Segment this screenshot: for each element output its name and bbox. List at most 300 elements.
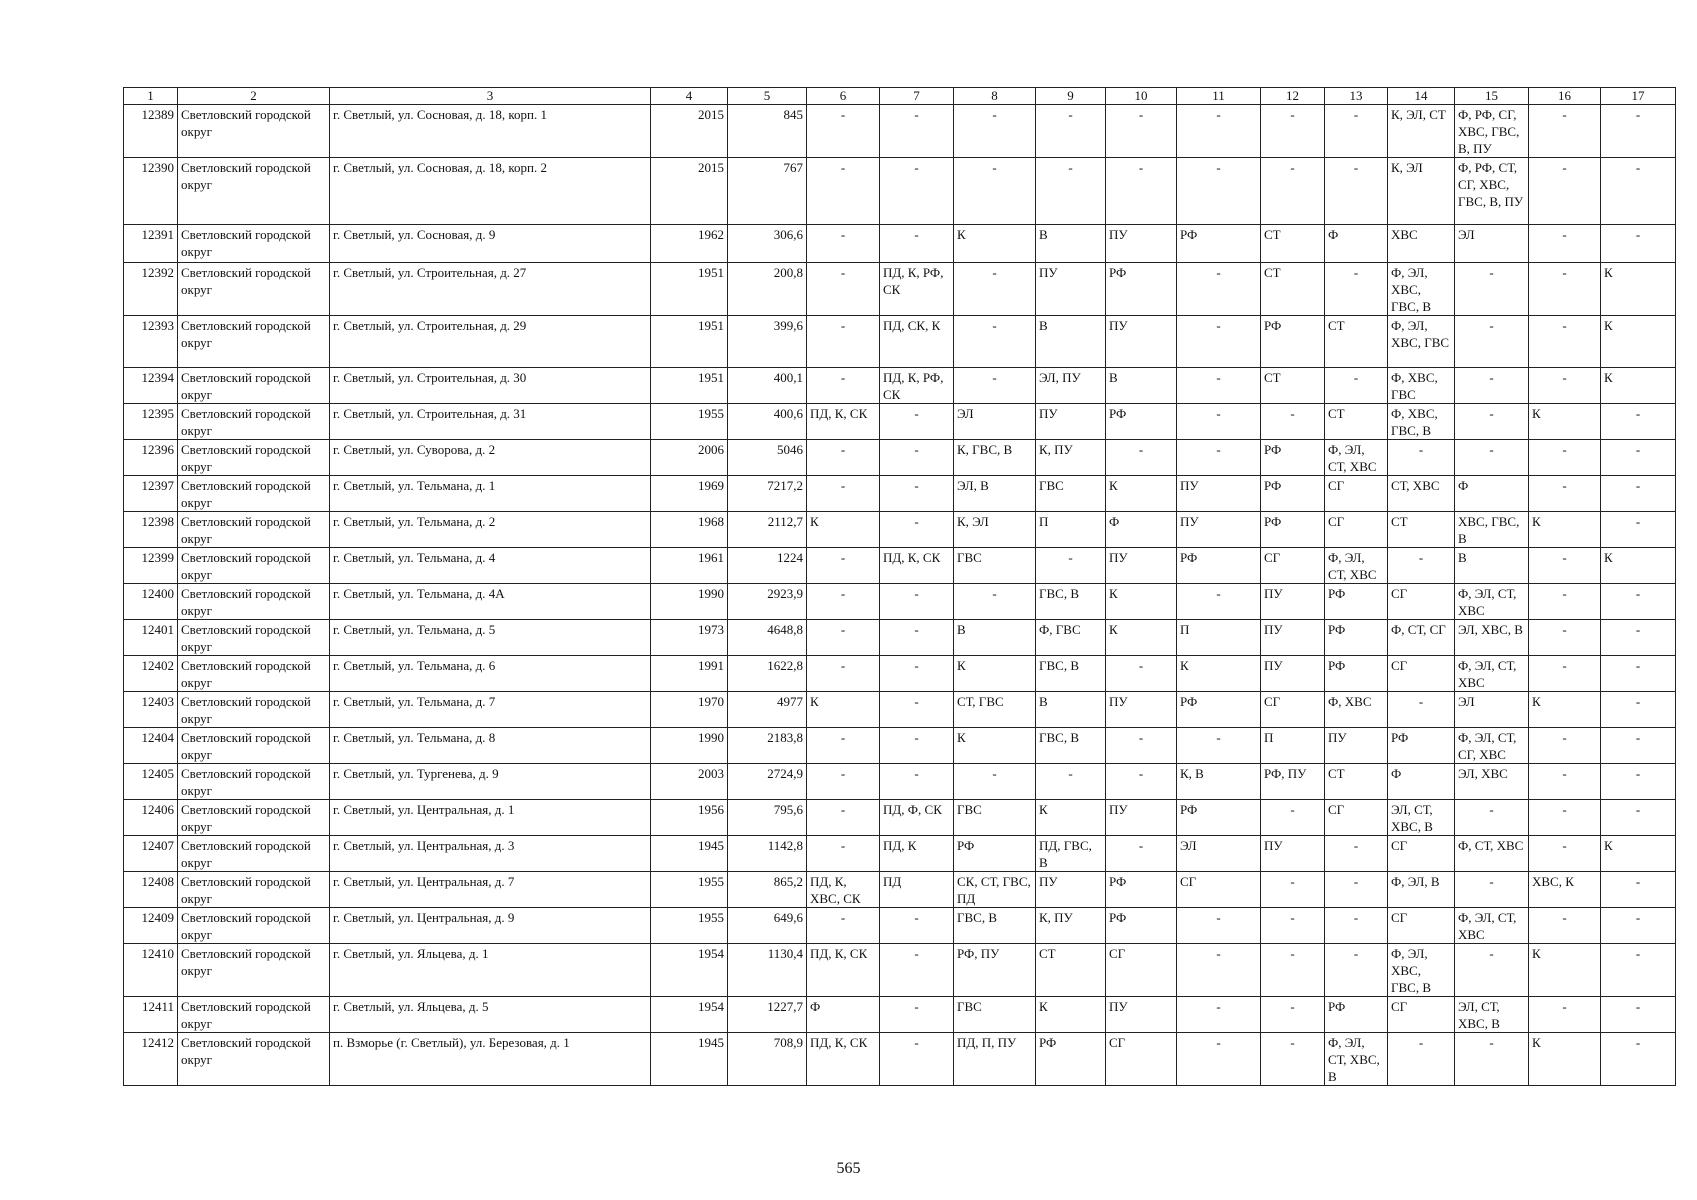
cell-col-15: - (1455, 263, 1529, 316)
cell-col-15: Ф, ЭЛ, СТ, ХВС (1455, 656, 1529, 692)
cell-col-14: СГ (1388, 908, 1455, 944)
cell-col-15: - (1455, 1033, 1529, 1086)
cell-col-6: Ф (807, 997, 880, 1033)
cell-col-3: г. Светлый, ул. Суворова, д. 2 (330, 440, 651, 476)
cell-col-9: ГВС, В (1036, 656, 1106, 692)
cell-col-12: РФ, ПУ (1261, 764, 1325, 800)
cell-col-17: - (1601, 944, 1676, 997)
cell-col-15: - (1455, 800, 1529, 836)
cell-col-16: - (1529, 728, 1601, 764)
table-body (124, 105, 1676, 1086)
cell-col-5: 2923,9 (728, 584, 807, 620)
cell-col-16: - (1529, 584, 1601, 620)
cell-col-16: К (1529, 944, 1601, 997)
cell-col-5: 1622,8 (728, 656, 807, 692)
cell-col-13: Ф, ЭЛ, СТ, ХВС, В (1325, 1033, 1388, 1086)
cell-col-4: 2015 (651, 105, 728, 158)
cell-col-16: - (1529, 316, 1601, 368)
cell-col-12: СГ (1261, 548, 1325, 584)
cell-col-10: ПУ (1106, 800, 1177, 836)
cell-col-10: РФ (1106, 908, 1177, 944)
cell-col-6: - (807, 728, 880, 764)
cell-col-9: К, ПУ (1036, 908, 1106, 944)
cell-col-16: - (1529, 656, 1601, 692)
cell-col-4: 1955 (651, 404, 728, 440)
cell-col-1: 12392 (124, 263, 178, 316)
cell-col-11: СГ (1177, 872, 1261, 908)
cell-col-14: ХВС (1388, 225, 1455, 263)
cell-col-7: - (880, 225, 954, 263)
cell-col-10: СГ (1106, 1033, 1177, 1086)
cell-col-16: К (1529, 692, 1601, 728)
cell-col-6: - (807, 225, 880, 263)
column-header-15: 15 (1455, 88, 1529, 105)
cell-col-2: Светловский городской округ (178, 225, 330, 263)
cell-col-16: - (1529, 105, 1601, 158)
cell-col-8: - (954, 158, 1036, 225)
cell-col-9: - (1036, 158, 1106, 225)
cell-col-11: - (1177, 263, 1261, 316)
cell-col-10: - (1106, 105, 1177, 158)
table-row (124, 800, 1676, 836)
cell-col-1: 12403 (124, 692, 178, 728)
cell-col-16: - (1529, 997, 1601, 1033)
cell-col-8: - (954, 316, 1036, 368)
cell-col-4: 1969 (651, 476, 728, 512)
cell-col-9: Ф, ГВС (1036, 620, 1106, 656)
column-header-16: 16 (1529, 88, 1601, 105)
cell-col-5: 5046 (728, 440, 807, 476)
cell-col-8: ПД, П, ПУ (954, 1033, 1036, 1086)
cell-col-9: ГВС, В (1036, 728, 1106, 764)
cell-col-3: г. Светлый, ул. Тельмана, д. 1 (330, 476, 651, 512)
cell-col-15: - (1455, 944, 1529, 997)
cell-col-14: Ф, ЭЛ, ХВС, ГВС (1388, 316, 1455, 368)
cell-col-14: - (1388, 692, 1455, 728)
cell-col-17: К (1601, 368, 1676, 404)
cell-col-17: - (1601, 656, 1676, 692)
column-header-2: 2 (178, 88, 330, 105)
cell-col-16: - (1529, 440, 1601, 476)
cell-col-17: - (1601, 440, 1676, 476)
cell-col-12: СТ (1261, 263, 1325, 316)
cell-col-4: 2003 (651, 764, 728, 800)
cell-col-3: п. Взморье (г. Светлый), ул. Березовая, д. 1 (330, 1033, 651, 1086)
cell-col-11: - (1177, 728, 1261, 764)
registry-table (123, 87, 1676, 1086)
cell-col-5: 399,6 (728, 316, 807, 368)
cell-col-14: СГ (1388, 584, 1455, 620)
cell-col-12: - (1261, 908, 1325, 944)
cell-col-5: 1224 (728, 548, 807, 584)
cell-col-12: П (1261, 728, 1325, 764)
cell-col-1: 12394 (124, 368, 178, 404)
cell-col-14: Ф, ЭЛ, ХВС, ГВС, В (1388, 263, 1455, 316)
cell-col-1: 12397 (124, 476, 178, 512)
cell-col-12: СГ (1261, 692, 1325, 728)
column-header-10: 10 (1106, 88, 1177, 105)
cell-col-16: К (1529, 1033, 1601, 1086)
cell-col-5: 845 (728, 105, 807, 158)
cell-col-6: - (807, 105, 880, 158)
cell-col-6: - (807, 800, 880, 836)
cell-col-15: Ф, РФ, СТ, СГ, ХВС, ГВС, В, ПУ (1455, 158, 1529, 225)
cell-col-2: Светловский городской округ (178, 512, 330, 548)
cell-col-7: - (880, 764, 954, 800)
cell-col-3: г. Светлый, ул. Центральная, д. 9 (330, 908, 651, 944)
cell-col-10: - (1106, 728, 1177, 764)
cell-col-2: Светловский городской округ (178, 158, 330, 225)
cell-col-5: 649,6 (728, 908, 807, 944)
cell-col-17: - (1601, 1033, 1676, 1086)
cell-col-2: Светловский городской округ (178, 476, 330, 512)
cell-col-11: ПУ (1177, 476, 1261, 512)
column-header-1: 1 (124, 88, 178, 105)
cell-col-9: В (1036, 316, 1106, 368)
cell-col-4: 1961 (651, 548, 728, 584)
cell-col-12: РФ (1261, 512, 1325, 548)
cell-col-13: ПУ (1325, 728, 1388, 764)
cell-col-4: 1955 (651, 872, 728, 908)
cell-col-11: - (1177, 908, 1261, 944)
cell-col-16: - (1529, 158, 1601, 225)
cell-col-14: ЭЛ, СТ, ХВС, В (1388, 800, 1455, 836)
cell-col-1: 12402 (124, 656, 178, 692)
cell-col-16: К (1529, 404, 1601, 440)
cell-col-17: К (1601, 548, 1676, 584)
column-header-8: 8 (954, 88, 1036, 105)
cell-col-3: г. Светлый, ул. Яльцева, д. 1 (330, 944, 651, 997)
cell-col-14: Ф (1388, 764, 1455, 800)
cell-col-11: ЭЛ (1177, 836, 1261, 872)
column-header-5: 5 (728, 88, 807, 105)
cell-col-11: - (1177, 404, 1261, 440)
cell-col-4: 1951 (651, 368, 728, 404)
cell-col-13: СГ (1325, 512, 1388, 548)
cell-col-9: - (1036, 764, 1106, 800)
cell-col-7: ПД, СК, К (880, 316, 954, 368)
cell-col-3: г. Светлый, ул. Центральная, д. 3 (330, 836, 651, 872)
table-row (124, 620, 1676, 656)
cell-col-11: - (1177, 368, 1261, 404)
cell-col-10: - (1106, 440, 1177, 476)
cell-col-10: - (1106, 836, 1177, 872)
cell-col-12: СТ (1261, 368, 1325, 404)
cell-col-15: ХВС, ГВС, В (1455, 512, 1529, 548)
cell-col-11: РФ (1177, 548, 1261, 584)
cell-col-2: Светловский городской округ (178, 728, 330, 764)
cell-col-14: Ф, СТ, СГ (1388, 620, 1455, 656)
cell-col-12: ПУ (1261, 620, 1325, 656)
cell-col-11: - (1177, 105, 1261, 158)
cell-col-12: - (1261, 872, 1325, 908)
cell-col-9: ГВС (1036, 476, 1106, 512)
cell-col-16: - (1529, 368, 1601, 404)
cell-col-12: - (1261, 800, 1325, 836)
cell-col-15: - (1455, 872, 1529, 908)
cell-col-17: - (1601, 476, 1676, 512)
cell-col-11: РФ (1177, 800, 1261, 836)
cell-col-4: 1956 (651, 800, 728, 836)
cell-col-15: - (1455, 404, 1529, 440)
cell-col-1: 12393 (124, 316, 178, 368)
cell-col-6: - (807, 620, 880, 656)
cell-col-17: - (1601, 872, 1676, 908)
cell-col-8: ГВС (954, 800, 1036, 836)
table-row (124, 872, 1676, 908)
cell-col-15: Ф, ЭЛ, СТ, ХВС (1455, 908, 1529, 944)
cell-col-6: - (807, 368, 880, 404)
cell-col-10: Ф (1106, 512, 1177, 548)
cell-col-13: СГ (1325, 476, 1388, 512)
cell-col-8: ГВС, В (954, 908, 1036, 944)
cell-col-10: РФ (1106, 404, 1177, 440)
cell-col-14: К, ЭЛ, СТ (1388, 105, 1455, 158)
cell-col-4: 1962 (651, 225, 728, 263)
cell-col-14: Ф, ХВС, ГВС, В (1388, 404, 1455, 440)
cell-col-17: - (1601, 512, 1676, 548)
cell-col-2: Светловский городской округ (178, 584, 330, 620)
cell-col-15: Ф, СТ, ХВС (1455, 836, 1529, 872)
cell-col-6: - (807, 548, 880, 584)
table-row (124, 944, 1676, 997)
cell-col-1: 12395 (124, 404, 178, 440)
cell-col-3: г. Светлый, ул. Тельмана, д. 5 (330, 620, 651, 656)
cell-col-13: - (1325, 263, 1388, 316)
cell-col-16: - (1529, 908, 1601, 944)
cell-col-3: г. Светлый, ул. Сосновая, д. 9 (330, 225, 651, 263)
cell-col-12: РФ (1261, 476, 1325, 512)
table-row (124, 512, 1676, 548)
cell-col-13: - (1325, 944, 1388, 997)
cell-col-7: - (880, 476, 954, 512)
cell-col-13: Ф, ЭЛ, СТ, ХВС (1325, 440, 1388, 476)
cell-col-9: К (1036, 800, 1106, 836)
cell-col-9: ГВС, В (1036, 584, 1106, 620)
cell-col-10: СГ (1106, 944, 1177, 997)
cell-col-14: Ф, ЭЛ, В (1388, 872, 1455, 908)
cell-col-7: ПД (880, 872, 954, 908)
cell-col-13: Ф, ЭЛ, СТ, ХВС (1325, 548, 1388, 584)
table-row (124, 1033, 1676, 1086)
cell-col-4: 1945 (651, 836, 728, 872)
cell-col-17: - (1601, 620, 1676, 656)
cell-col-7: - (880, 584, 954, 620)
cell-col-1: 12400 (124, 584, 178, 620)
cell-col-8: - (954, 368, 1036, 404)
cell-col-1: 12405 (124, 764, 178, 800)
cell-col-11: К (1177, 656, 1261, 692)
cell-col-2: Светловский городской округ (178, 908, 330, 944)
cell-col-16: ХВС, К (1529, 872, 1601, 908)
cell-col-5: 200,8 (728, 263, 807, 316)
cell-col-17: К (1601, 316, 1676, 368)
cell-col-15: Ф, ЭЛ, СТ, СГ, ХВС (1455, 728, 1529, 764)
cell-col-5: 7217,2 (728, 476, 807, 512)
cell-col-3: г. Светлый, ул. Тельмана, д. 4А (330, 584, 651, 620)
table-row (124, 404, 1676, 440)
cell-col-7: ПД, К, РФ, СК (880, 263, 954, 316)
cell-col-4: 1970 (651, 692, 728, 728)
column-header-3: 3 (330, 88, 651, 105)
cell-col-15: Ф, ЭЛ, СТ, ХВС (1455, 584, 1529, 620)
cell-col-5: 1130,4 (728, 944, 807, 997)
cell-col-9: ПД, ГВС, В (1036, 836, 1106, 872)
table-row (124, 908, 1676, 944)
cell-col-2: Светловский городской округ (178, 800, 330, 836)
cell-col-6: - (807, 656, 880, 692)
cell-col-7: ПД, К, СК (880, 548, 954, 584)
table-row (124, 263, 1676, 316)
cell-col-12: СТ (1261, 225, 1325, 263)
table-row (124, 316, 1676, 368)
cell-col-9: ПУ (1036, 263, 1106, 316)
cell-col-15: - (1455, 316, 1529, 368)
cell-col-15: Ф (1455, 476, 1529, 512)
cell-col-9: ПУ (1036, 872, 1106, 908)
cell-col-13: Ф, ХВС (1325, 692, 1388, 728)
cell-col-13: - (1325, 908, 1388, 944)
table-row (124, 225, 1676, 263)
cell-col-3: г. Светлый, ул. Строительная, д. 30 (330, 368, 651, 404)
cell-col-17: К (1601, 836, 1676, 872)
cell-col-13: Ф (1325, 225, 1388, 263)
cell-col-4: 1990 (651, 728, 728, 764)
cell-col-8: К (954, 225, 1036, 263)
column-header-11: 11 (1177, 88, 1261, 105)
cell-col-7: - (880, 404, 954, 440)
cell-col-12: - (1261, 158, 1325, 225)
page-number: 565 (836, 1160, 861, 1177)
cell-col-5: 865,2 (728, 872, 807, 908)
cell-col-1: 12407 (124, 836, 178, 872)
cell-col-7: - (880, 1033, 954, 1086)
cell-col-2: Светловский городской округ (178, 1033, 330, 1086)
cell-col-1: 12408 (124, 872, 178, 908)
cell-col-8: ГВС (954, 997, 1036, 1033)
table-row (124, 728, 1676, 764)
cell-col-5: 1227,7 (728, 997, 807, 1033)
cell-col-2: Светловский городской округ (178, 620, 330, 656)
cell-col-12: - (1261, 105, 1325, 158)
cell-col-14: К, ЭЛ (1388, 158, 1455, 225)
cell-col-13: - (1325, 368, 1388, 404)
cell-col-14: РФ (1388, 728, 1455, 764)
cell-col-6: - (807, 476, 880, 512)
cell-col-8: К, ЭЛ (954, 512, 1036, 548)
cell-col-10: ПУ (1106, 225, 1177, 263)
cell-col-16: - (1529, 225, 1601, 263)
cell-col-13: РФ (1325, 656, 1388, 692)
cell-col-6: - (807, 316, 880, 368)
cell-col-1: 12396 (124, 440, 178, 476)
cell-col-17: - (1601, 584, 1676, 620)
cell-col-6: - (807, 908, 880, 944)
cell-col-1: 12409 (124, 908, 178, 944)
cell-col-2: Светловский городской округ (178, 944, 330, 997)
cell-col-15: - (1455, 368, 1529, 404)
cell-col-17: - (1601, 105, 1676, 158)
cell-col-7: ПД, К (880, 836, 954, 872)
cell-col-16: - (1529, 764, 1601, 800)
cell-col-13: РФ (1325, 584, 1388, 620)
cell-col-4: 2006 (651, 440, 728, 476)
cell-col-1: 12404 (124, 728, 178, 764)
cell-col-4: 1973 (651, 620, 728, 656)
cell-col-7: - (880, 997, 954, 1033)
cell-col-2: Светловский городской округ (178, 656, 330, 692)
cell-col-17: К (1601, 263, 1676, 316)
cell-col-2: Светловский городской округ (178, 368, 330, 404)
cell-col-2: Светловский городской округ (178, 548, 330, 584)
cell-col-2: Светловский городской округ (178, 997, 330, 1033)
table-row (124, 764, 1676, 800)
cell-col-16: - (1529, 800, 1601, 836)
cell-col-5: 306,6 (728, 225, 807, 263)
cell-col-17: - (1601, 997, 1676, 1033)
cell-col-1: 12411 (124, 997, 178, 1033)
cell-col-9: - (1036, 548, 1106, 584)
cell-col-15: ЭЛ (1455, 692, 1529, 728)
cell-col-10: РФ (1106, 263, 1177, 316)
cell-col-4: 1968 (651, 512, 728, 548)
cell-col-7: - (880, 440, 954, 476)
cell-col-16: К (1529, 512, 1601, 548)
cell-col-9: - (1036, 105, 1106, 158)
cell-col-11: РФ (1177, 692, 1261, 728)
cell-col-12: - (1261, 1033, 1325, 1086)
cell-col-3: г. Светлый, ул. Яльцева, д. 5 (330, 997, 651, 1033)
cell-col-6: К (807, 512, 880, 548)
cell-col-15: - (1455, 440, 1529, 476)
cell-col-16: - (1529, 548, 1601, 584)
cell-col-11: РФ (1177, 225, 1261, 263)
cell-col-7: - (880, 620, 954, 656)
cell-col-15: ЭЛ, ХВС (1455, 764, 1529, 800)
column-header-17: 17 (1601, 88, 1676, 105)
cell-col-10: - (1106, 764, 1177, 800)
cell-col-3: г. Светлый, ул. Центральная, д. 7 (330, 872, 651, 908)
cell-col-14: СГ (1388, 997, 1455, 1033)
cell-col-2: Светловский городской округ (178, 440, 330, 476)
cell-col-5: 400,6 (728, 404, 807, 440)
cell-col-7: - (880, 105, 954, 158)
cell-col-10: ПУ (1106, 316, 1177, 368)
cell-col-16: - (1529, 620, 1601, 656)
cell-col-7: - (880, 692, 954, 728)
cell-col-12: ПУ (1261, 836, 1325, 872)
cell-col-14: СГ (1388, 656, 1455, 692)
cell-col-11: - (1177, 316, 1261, 368)
cell-col-14: - (1388, 440, 1455, 476)
cell-col-3: г. Светлый, ул. Тельмана, д. 7 (330, 692, 651, 728)
cell-col-8: К (954, 728, 1036, 764)
cell-col-5: 400,1 (728, 368, 807, 404)
cell-col-6: ПД, К, СК (807, 944, 880, 997)
column-header-6: 6 (807, 88, 880, 105)
cell-col-10: ПУ (1106, 548, 1177, 584)
cell-col-8: - (954, 584, 1036, 620)
cell-col-13: СТ (1325, 316, 1388, 368)
cell-col-5: 708,9 (728, 1033, 807, 1086)
cell-col-2: Светловский городской округ (178, 105, 330, 158)
cell-col-2: Светловский городской округ (178, 872, 330, 908)
cell-col-4: 1945 (651, 1033, 728, 1086)
cell-col-2: Светловский городской округ (178, 263, 330, 316)
cell-col-13: - (1325, 105, 1388, 158)
cell-col-3: г. Светлый, ул. Тельмана, д. 4 (330, 548, 651, 584)
cell-col-10: - (1106, 158, 1177, 225)
